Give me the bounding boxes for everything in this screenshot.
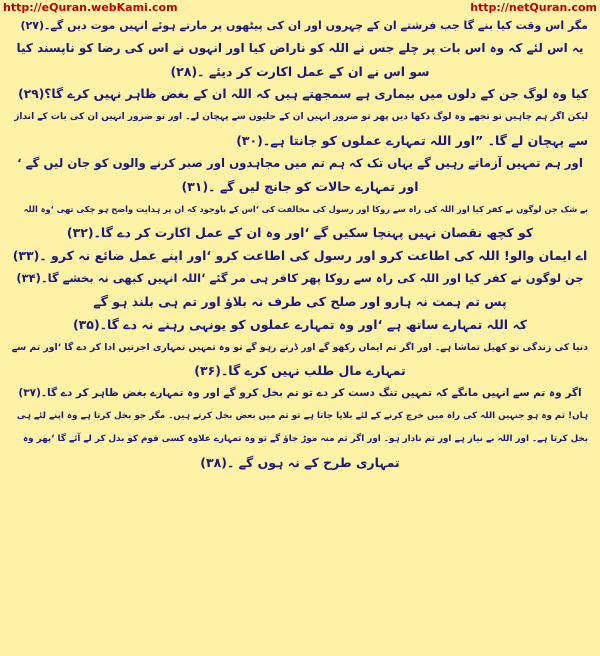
text-line: تمہارے مال طلب نہیں کرے گا۔(۳۶): [194, 363, 406, 378]
text-line: اور ہم تمہیں آزماتے رہیں گے یہاں تک کہ ہم تم میں مجاہدوں اور صبر کرنے والوں کو جان لیں گے ‘: [17, 156, 583, 170]
page-header: [3, 1, 597, 15]
text-line: کہ اللہ تمہارے ساتھ ہے ‘اور وہ تمہارے عملوں کو یونہی رہنے نہ دے گا۔(۳۵): [72, 317, 528, 332]
text-line: جن لوگوں نے کفر کیا اور اللہ کی راہ سے روکا پھر کافر ہی مر گئے ‘اللہ انہیں کبھی نہ بخشے گا۔(۳۴): [16, 271, 584, 285]
text-line: لیکن اگر ہم چاہیں تو تجھے وہ لوگ دکھا دیں پھر تو ضرور انہیں ان کے حلیوں سے پہچان لے۔ اور تو ضرور انہیں ان کی بات کے انداز: [14, 112, 588, 122]
text-line: سے پہچان لے گا۔ ”اور اللہ تمہارے عملوں کو جانتا ہے۔(۳۰): [236, 133, 588, 148]
text-line: سو اس نے ان کے عمل اکارت کر دیئے ۔(۲۸): [170, 64, 430, 79]
text-line: بے شک جن لوگوں نے کفر کیا اور اللہ کی راہ سے روکا اور رسول کی مخالفت کی ‘اس کے باوجود کہ ان پر ہدایت واضح ہو چکی تھی ‘وہ اللہ: [23, 204, 588, 214]
text-line: یہ اس لئے کہ وہ اس بات پر چلے جس نے اللہ کو ناراض کیا اور انہوں نے اس کی رضا کو ناپسند کیا: [16, 41, 584, 55]
text-line: تمہاری طرح کے نہ ہوں گے ۔(۳۸): [200, 455, 400, 470]
text-line: ہاں! تم وہ ہو جنہیں اللہ کی راہ میں خرچ کرنے کے لئے بلایا جاتا ہے تو تم میں بعض بخل کرتے ہیں۔ مگر جو بخل کرتا ہے وہ اپنے لئے ہی: [16, 411, 588, 421]
text-line: دنیا کی زندگی تو کھیل تماشا ہے۔ اور اگر تم ایمان رکھو گے اور ڈرتے رہو گے تو وہ تمہیں تمہاری اجرتیں ادا کر دے گا ‘اور تم سے: [12, 342, 588, 353]
text-line: اگر وہ تم سے انہیں مانگے کہ تمہیں تنگ دست کر دے تو تم بخل کرو گے اور وہ تمہارے بغض ظاہر کر دے گا۔(۳۷): [18, 387, 582, 399]
text-line: پس تم ہمت نہ ہارو اور صلح کی طرف نہ بلاؤ اور تم ہی بلند ہو گے: [93, 294, 507, 309]
text-line: کیا وہ لوگ جن کے دلوں میں بیماری ہے سمجھتے ہیں کہ اللہ ان کے بغض ظاہر نہیں کرے گا؟(۲۹): [18, 87, 588, 101]
text-line: بخل کرتا ہے۔ اور اللہ بے نیاز ہے اور تم نادار ہو۔ اور اگر تم منہ موڑ جاؤ گے تو وہ تمہارے علاوہ کسی قوم کو بدل کر لے آئے گا ‘پھر وہ: [23, 434, 588, 444]
text-line: اور تمہارے حالات کو جانچ لیں گے ۔(۳۱): [181, 179, 419, 194]
right-site-url[interactable]: http://netQuran.com: [470, 1, 597, 14]
left-site-url[interactable]: http://eQuran.webKami.com: [3, 1, 178, 14]
text-line: کو کچھ نقصان نہیں پہنچا سکیں گے ‘اور وہ ان کے عمل اکارت کر دے گا۔(۳۲): [66, 225, 534, 240]
text-line: مگر اس وقت کیا بنے گا جب فرشتے ان کے چہروں اور ان کی پیٹھوں پر مارتے ہوئے انہیں موت دیں گے۔(۲۷): [20, 19, 588, 32]
text-line: اے ایمان والو! اللہ کی اطاعت کرو اور رسول کی اطاعت کرو ‘اور اپنے عمل ضائع نہ کرو ۔(۳۳): [12, 248, 588, 263]
translation-text-block: [12, 14, 588, 654]
